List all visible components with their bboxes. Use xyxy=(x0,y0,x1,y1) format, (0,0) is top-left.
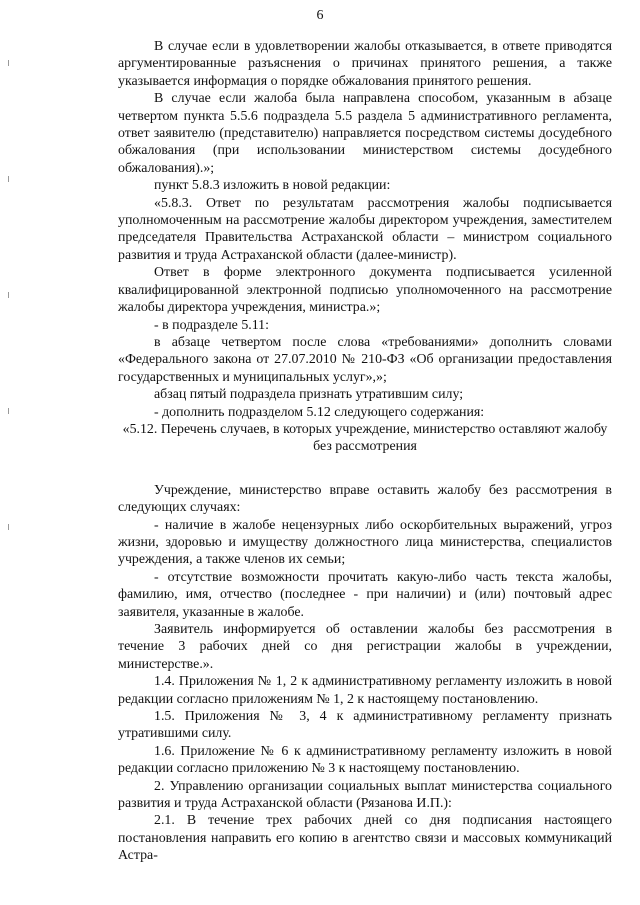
paragraph: пункт 5.8.3 изложить в новой редакции: xyxy=(154,178,391,194)
paragraph: - наличие в жалобе нецензурных либо оскорбительных выражений, угроз жизни, здоровью и имуществу должностного лица министерства, специалистов учреждения, а также членов их семьи; xyxy=(118,517,612,568)
paragraph: 2. Управлению организации социальных выплат министерства социального развития и труда Астраханской области (Рязанова И.П.): xyxy=(118,778,612,812)
margin-marks xyxy=(8,60,10,640)
paragraph: В случае если жалоба была направлена способом, указанным в абзаце четвертом пункта 5.5.6 подраздела 5.5 раздела 5 административного регламента, ответ заявителю (представителю) направляется посредством системы досудебного обжалования (при использовании министерством системы досудебного обжалования).»; xyxy=(118,91,612,176)
margin-tick xyxy=(8,292,9,298)
margin-tick xyxy=(8,60,9,66)
paragraph: - дополнить подразделом 5.12 следующего содержания: xyxy=(154,404,485,420)
paragraph: Учреждение, министерство вправе оставить жалобу без рассмотрения в следующих случаях: xyxy=(118,482,612,516)
paragraph: В случае если в удовлетворении жалобы отказывается, в ответе приводятся аргументированные разъяснения о причинах принятого решения, а также указывается информация о порядке обжалования принятого решения. xyxy=(118,39,612,89)
paragraph: в абзаце четвертом после слова «требованиями» дополнить словами «Федерального закона от 27.07.2010 № 210-ФЗ «Об организации предоставления государственных и муниципальных услуг»,»; xyxy=(118,334,612,385)
paragraph: 1.6. Приложение № 6 к административному регламенту изложить в новой редакции согласно приложению № 3 к настоящему постановлению. xyxy=(118,743,612,777)
paragraph: 1.5. Приложения № 3, 4 к административному регламенту признать утратившими силу. xyxy=(118,709,612,742)
spacer xyxy=(118,456,612,482)
paragraph: - в подразделе 5.11: xyxy=(154,317,269,333)
document-body xyxy=(118,38,612,865)
paragraph: Заявитель информируется об оставлении жалобы без рассмотрения в течение 3 рабочих дней со дня регистрации жалобы в учреждении, министерстве.». xyxy=(118,622,612,672)
page-number: 6 xyxy=(316,8,324,23)
margin-tick xyxy=(8,408,9,414)
paragraph: абзац пятый подраздела признать утратившим силу; xyxy=(154,387,464,403)
paragraph: 1.4. Приложения № 1, 2 к административному регламенту изложить в новой редакции согласно приложениям № 1, 2 к настоящему постановлению. xyxy=(118,674,612,707)
section-heading: «5.12. Перечень случаев, в которых учреждение, министерство оставляют жалобу без рассмотрения xyxy=(122,421,608,455)
paragraph: 2.1. В течение трех рабочих дней со дня подписания настоящего постановления направить его копию в агентство связи и массовых коммуникаций Астра- xyxy=(118,813,612,864)
paragraph: «5.8.3. Ответ по результатам рассмотрения жалобы подписывается уполномоченным на рассмотрение жалобы директором учреждения, заместителем председателя Правительства Астраханской области – министром социального развития и труда Астраханской области (далее-министр). xyxy=(118,195,612,263)
paragraph: - отсутствие возможности прочитать какую-либо часть текста жалобы, фамилию, имя, отчество (последнее - при наличии) и (или) почтовый адрес заявителя, указанные в жалобе. xyxy=(118,569,612,620)
margin-tick xyxy=(8,176,9,182)
margin-tick xyxy=(8,524,9,530)
paragraph: Ответ в форме электронного документа подписывается усиленной квалифицированной электронной подписью уполномоченного на рассмотрение жалобы директора учреждения, министра.»; xyxy=(118,265,612,316)
